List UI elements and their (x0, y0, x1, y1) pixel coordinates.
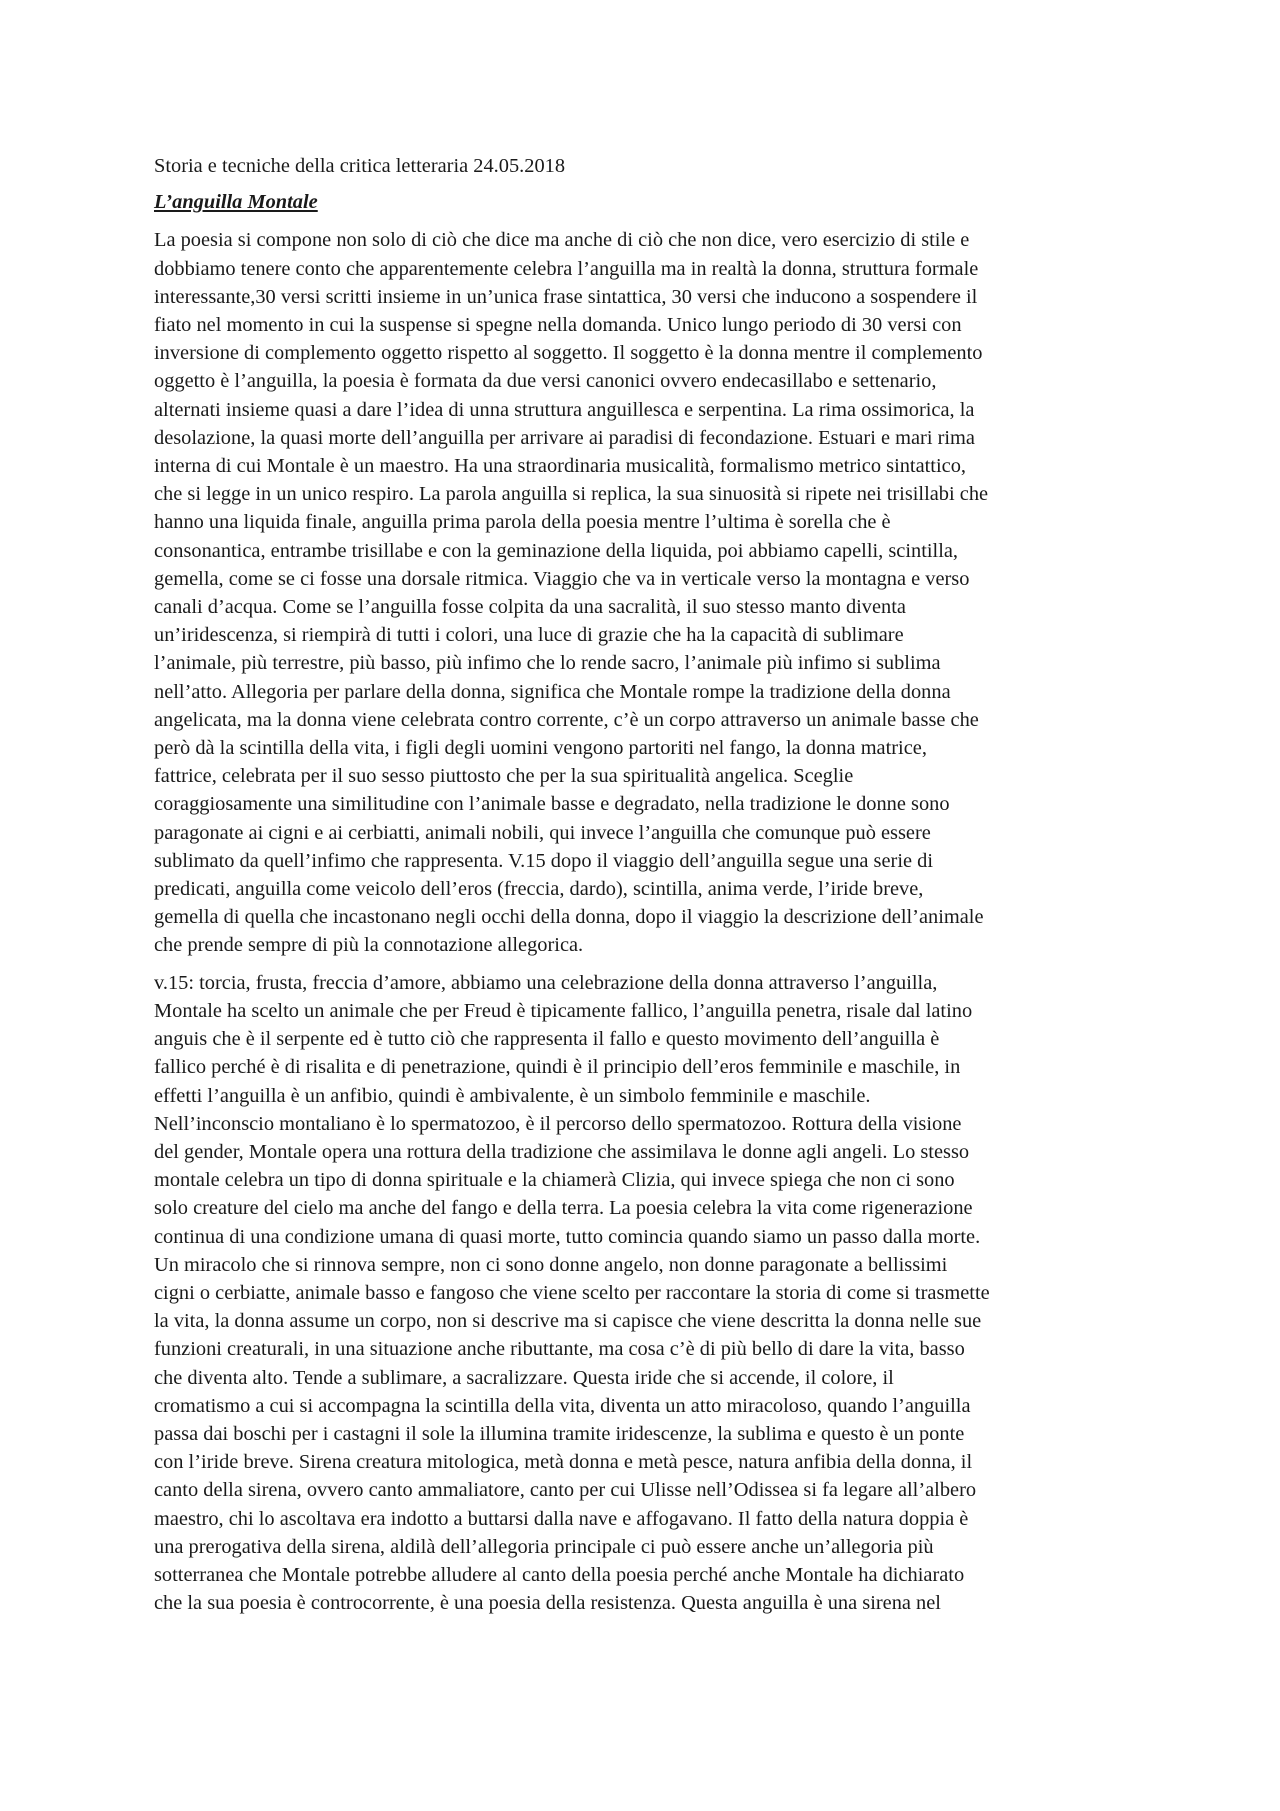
paragraph (154, 969, 1134, 1618)
course-header: Storia e tecniche della critica letteraria 24.05.2018 (154, 155, 566, 177)
paragraph (154, 226, 1134, 959)
text-line: passa dai boschi per i castagni il sole la illumina tramite iridescenze, la sublima e questo è un ponte (154, 1422, 965, 1445)
text-line: fallico perché è di risalita e di penetrazione, quindi è il principio dell’eros femminile e maschile, in (154, 1056, 961, 1079)
text-line: angelicata, ma la donna viene celebrata contro corrente, c’è un corpo attraverso un animale basse che (154, 708, 979, 731)
text-line: un’iridescenza, si riempirà di tutti i colori, una luce di grazie che ha la capacità di sublimare (154, 624, 904, 647)
text-line: gemella, come se ci fosse una dorsale ritmica. Viaggio che va in verticale verso la montagna e verso (154, 567, 970, 590)
text-line: che diventa alto. Tende a sublimare, a sacralizzare. Questa iride che si accende, il colore, il (154, 1366, 894, 1389)
text-line: effetti l’anguilla è un anfibio, quindi è ambivalente, è un simbolo femminile e maschile. (154, 1084, 871, 1107)
text-line: cigni o cerbiatte, animale basso e fangoso che viene scelto per raccontare la storia di come si trasmette (154, 1281, 990, 1304)
text-line: nell’atto. Allegoria per parlare della donna, significa che Montale rompe la tradizione della donna (154, 680, 951, 703)
text-line: la vita, la donna assume un corpo, non si descrive ma si capisce che viene descritta la donna nelle sue (154, 1310, 982, 1333)
text-line: oggetto è l’anguilla, la poesia è formata da due versi canonici ovvero endecasillabo e settenario, (154, 370, 937, 393)
text-line: una prerogativa della sirena, aldilà dell’allegoria principale ci può essere anche un’allegoria più (154, 1535, 934, 1558)
text-line: alternati insieme quasi a dare l’idea di unna struttura anguillesca e serpentina. La rima ossimorica, la (154, 398, 975, 421)
text-line: interna di cui Montale è un maestro. Ha una straordinaria musicalità, formalismo metrico sintattico, (154, 455, 966, 478)
text-line: desolazione, la quasi morte dell’anguilla per arrivare ai paradisi di fecondazione. Estuari e mari rima (154, 426, 975, 449)
text-line: dobbiamo tenere conto che apparentemente celebra l’anguilla ma in realtà la donna, struttura formale (154, 257, 979, 280)
text-line: consonantica, entrambe trisillabe e con la geminazione della liquida, poi abbiamo capelli, scintilla, (154, 539, 959, 562)
document-body (154, 152, 1134, 1626)
text-line: cromatismo a cui si accompagna la scintilla della vita, diventa un atto miracoloso, quando l’anguilla (154, 1394, 971, 1417)
text-line: però dà la scintilla della vita, i figli degli uomini vengono partoriti nel fango, la donna matrice, (154, 737, 927, 760)
text-line: interessante,30 versi scritti insieme in un’unica frase sintattica, 30 versi che inducono a sospendere il (154, 285, 978, 308)
text-line: fattrice, celebrata per il suo sesso piuttosto che per la sua spiritualità angelica. Sceglie (154, 765, 854, 788)
document-title: L’anguilla Montale (154, 191, 318, 214)
text-line: che prende sempre di più la connotazione allegorica. (154, 934, 584, 957)
paragraphs-container (154, 226, 1134, 1617)
text-line: continua di una condizione umana di quasi morte, tutto comincia quando siamo un passo dalla morte. (154, 1225, 981, 1248)
text-line: con l’iride breve. Sirena creatura mitologica, metà donna e metà pesce, natura anfibia della donna, il (154, 1451, 973, 1474)
text-line: anguis che è il serpente ed è tutto ciò che rappresenta il fallo e questo movimento dell’anguilla è (154, 1028, 940, 1051)
text-line: v.15: torcia, frusta, freccia d’amore, abbiamo una celebrazione della donna attraverso l’anguilla, (154, 971, 938, 994)
text-line: canali d’acqua. Come se l’anguilla fosse colpita da una sacralità, il suo stesso manto diventa (154, 596, 906, 619)
text-line: predicati, anguilla come veicolo dell’eros (freccia, dardo), scintilla, anima verde, l’iride breve, (154, 878, 924, 901)
text-line: del gender, Montale opera una rottura della tradizione che assimilava le donne agli angeli. Lo stesso (154, 1140, 970, 1163)
text-line: gemella di quella che incastonano negli occhi della donna, dopo il viaggio la descrizione dell’animale (154, 906, 984, 929)
text-line: La poesia si compone non solo di ciò che dice ma anche di ciò che non dice, vero esercizio di stile e (154, 229, 970, 252)
text-line: montale celebra un tipo di donna spirituale e la chiamerà Clizia, qui invece spiega che non ci sono (154, 1169, 955, 1192)
text-line: canto della sirena, ovvero canto ammaliatore, canto per cui Ulisse nell’Odissea si fa legare all’albero (154, 1479, 977, 1502)
text-line: Nell’inconscio montaliano è lo spermatozoo, è il percorso dello spermatozoo. Rottura della visione (154, 1112, 962, 1135)
text-line: coraggiosamente una similitudine con l’animale basse e degradato, nella tradizione le donne sono (154, 793, 950, 816)
text-line: sublimato da quell’infimo che rappresenta. V.15 dopo il viaggio dell’anguilla segue una serie di (154, 849, 933, 872)
text-line: maestro, chi lo ascoltava era indotto a buttarsi dalla nave e affogavano. Il fatto della natura doppia è (154, 1507, 969, 1530)
text-line: che si legge in un unico respiro. La parola anguilla si replica, la sua sinuosità si ripete nei trisillabi che (154, 483, 989, 506)
text-line: Montale ha scelto un animale che per Freud è tipicamente fallico, l’anguilla penetra, risale dal latino (154, 999, 973, 1022)
text-line: fiato nel momento in cui la suspense si spegne nella domanda. Unico lungo periodo di 30 versi con (154, 314, 962, 337)
text-line: solo creature del cielo ma anche del fango e della terra. La poesia celebra la vita come rigenerazione (154, 1197, 973, 1220)
text-line: Un miracolo che si rinnova sempre, non ci sono donne angelo, non donne paragonate a bellissimi (154, 1253, 948, 1276)
text-line: inversione di complemento oggetto rispetto al soggetto. Il soggetto è la donna mentre il complemento (154, 342, 983, 365)
text-line: hanno una liquida finale, anguilla prima parola della poesia mentre l’ultima è sorella che è (154, 511, 891, 534)
text-line: l’animale, più terrestre, più basso, più infimo che lo rende sacro, l’animale più infimo si sublima (154, 652, 941, 675)
text-line: che la sua poesia è controcorrente, è una poesia della resistenza. Questa anguilla è una sirena nel (154, 1592, 941, 1615)
text-line: funzioni creaturali, in una situazione anche ributtante, ma cosa c’è di più bello di dare la vita, basso (154, 1338, 965, 1361)
text-line: sotterranea che Montale potrebbe alludere al canto della poesia perché anche Montale ha dichiarato (154, 1563, 965, 1586)
text-line: paragonate ai cigni e ai cerbiatti, animali nobili, qui invece l’anguilla che comunque può essere (154, 821, 931, 844)
